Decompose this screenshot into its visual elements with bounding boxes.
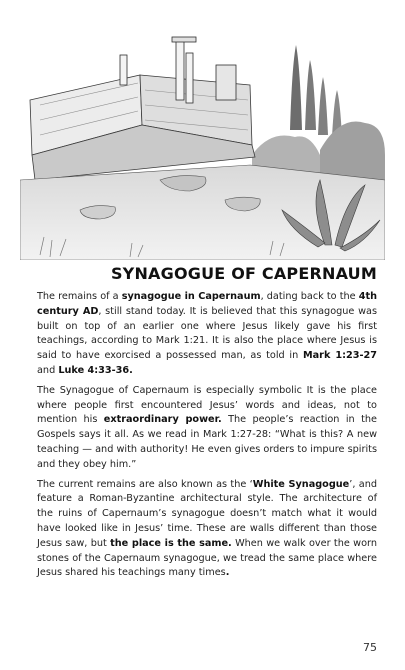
bold-text-run: the place is the same. bbox=[110, 537, 232, 549]
bold-text-run: extraordinary power. bbox=[103, 414, 222, 426]
bold-text-run: Luke 4:33-36. bbox=[58, 364, 133, 376]
bold-text-run: Mark 1:23-27 bbox=[302, 350, 378, 362]
bold-text-run: White Synagogue bbox=[252, 478, 350, 490]
paragraph-3 bbox=[37, 478, 377, 582]
cypress-trees bbox=[290, 45, 342, 137]
paragraph-2 bbox=[37, 384, 377, 473]
text-run: , still stand today. It is believed that this synagogue was built on top of an earlier one where Jesus likely gave his first teachings, according to Mark 1:21. It is also the place where Jesus is said to have exorcised a possessed man, as told in bbox=[37, 305, 378, 362]
page-number: 75 bbox=[363, 641, 377, 654]
paragraph-1 bbox=[37, 290, 377, 379]
text-run: The people’s reaction in the Gospels says it all. As we read in Mark 1:27-28: “What is this? A new teaching — and with authority! He even gives orders to impure spirits and they obey him.” bbox=[37, 414, 377, 470]
text-run: The current remains are also known as the ‘ bbox=[37, 478, 253, 490]
text-run: ’, and feature a Roman-Byzantine architectural style. The architecture of the ruins of Capernaum’s synagogue doesn’t match what it would have looked like in Jesus’ time. These are walls different than those Jesus saw, but bbox=[37, 478, 377, 549]
text-run: The remains of a bbox=[37, 291, 122, 302]
page-title: SYNAGOGUE OF CAPERNAUM bbox=[110, 264, 377, 283]
capernaum-ruins-illustration bbox=[20, 5, 385, 260]
text-run: When we walk over the worn stones of the Capernaum synagogue, we tread the same place where Jesus shared his teachings many times bbox=[37, 537, 377, 579]
bold-text-run: synagogue in Capernaum bbox=[121, 291, 261, 302]
bold-text-run: . bbox=[225, 567, 230, 579]
text-run: and bbox=[37, 364, 59, 376]
article-body bbox=[37, 290, 377, 586]
bold-text-run: 4th century AD bbox=[37, 291, 377, 317]
text-run: , dating back to the bbox=[260, 291, 359, 302]
text-run: The Synagogue of Capernaum is especially symbolic It is the place where people first encountered Jesus’ words and ideas, not to mention his bbox=[37, 384, 377, 426]
foreground-stones bbox=[20, 165, 385, 260]
